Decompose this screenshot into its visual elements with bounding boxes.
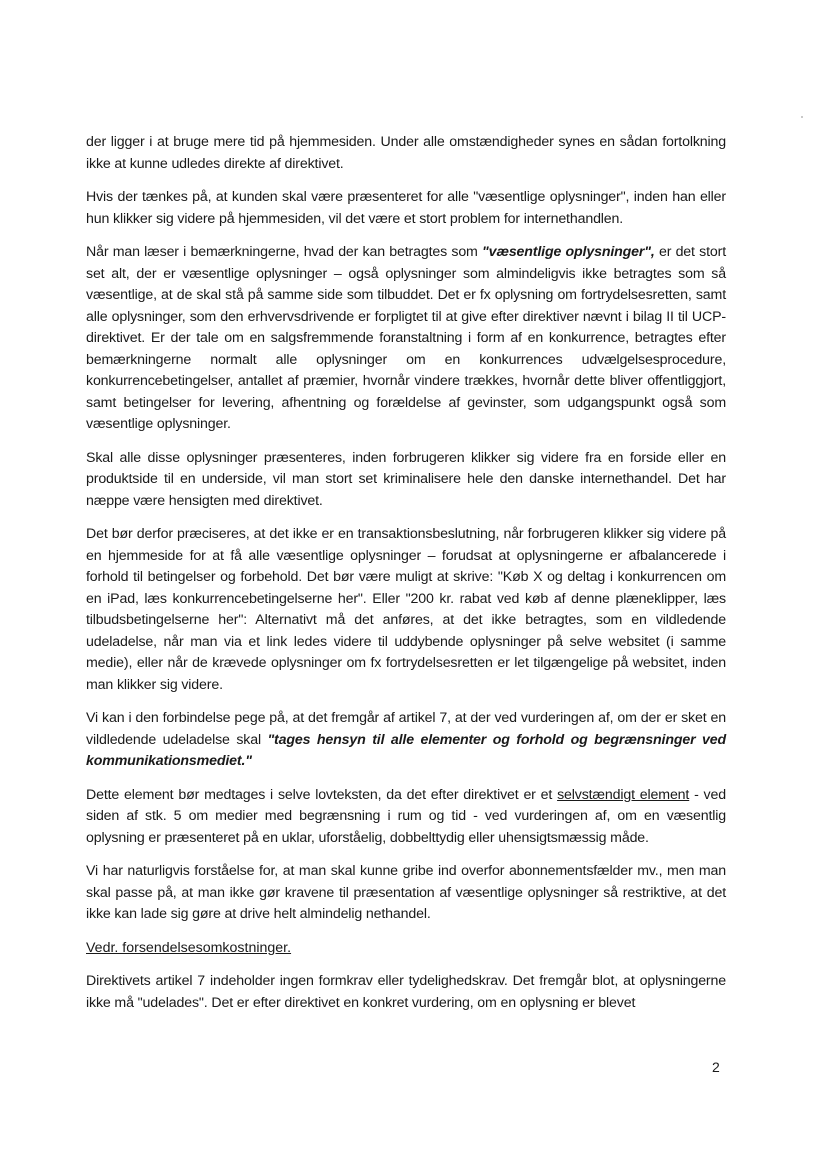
emphasized-term: "væsentlige oplysninger", xyxy=(482,244,655,260)
paragraph-8 xyxy=(86,861,726,926)
paragraph-text: Skal alle disse oplysninger præsenteres, inden forbrugeren klikker sig videre fra en forside eller en produktside til en underside, vil man stort set kriminalisere hele den danske internethandel. Det har næppe være hensigten med direktivet. xyxy=(86,449,726,509)
paragraph-text: Dette element bør medtages i selve lovteksten, da det efter direktivet er et xyxy=(86,786,558,803)
paragraph-6 xyxy=(86,708,726,773)
paragraph-text: er det stort set alt, der er væsentlige oplysninger – også oplysninger som almindeligvis ikke betragtes som så væsentlige, at de skal stå på samme side som tilbuddet. Det er fx oplysning om fortrydelsesretten, samt alle oplysninger, som den erhvervsdrivende er forpligtet til at give efter direktiver nævnt i bilag II til UCP-direktivet. Er der tale om en salgsfremmende foranstaltning i form af en konkurrence, betragtes efter bemærkningerne normalt alle oplysninger om en konkurrences udvælgelsesprocedure, konkurrencebetingelser, antallet af præmier, hvornår vindere trækkes, hvornår dette bliver offentliggjort, samt betingelser for levering, afhentning og forældelse af gevinster, som udgangspunkt også som væsentlige oplysninger. xyxy=(86,244,726,432)
paragraph-2 xyxy=(86,187,726,230)
closing-paragraph: Direktivets artikel 7 indeholder ingen formkrav eller tydelighedskrav. Det fremgår blot, at oplysningerne ikke må "udelades". Det er efter direktivet en konkret vurdering, om en oplysning er blevet xyxy=(86,973,726,1011)
paragraph-5 xyxy=(86,524,726,696)
paragraph-text: der ligger i at bruge mere tid på hjemmesiden. Under alle omstændigheder synes en sådan fortolkning ikke at kunne udledes direkte af direktivet. xyxy=(86,134,726,172)
paragraph-text: Vi har naturligvis forståelse for, at man skal kunne gribe ind overfor abonnementsfælder mv., men man skal passe på, at man ikke gør kravene til præsentation af væsentlige oplysninger så restriktive, at det ikke kan lade sig gøre at drive helt almindelig nethandel. xyxy=(86,863,726,922)
paragraph-4 xyxy=(86,448,726,513)
paragraph-text: - ved siden af stk. 5 om medier med begrænsning i rum og tid - ved vurderingen af, om en væsentlig oplysning er præsenteret på en uklar, uforståelig, dobbelttydig eller uhensigtsmæssig måde. xyxy=(86,786,726,846)
paragraph-text: Når man læser i bemærkningerne, hvad der kan betragtes som xyxy=(86,244,483,260)
document-body xyxy=(86,132,726,1026)
paragraph-text: Vi kan i den forbindelse pege på, at det fremgår af artikel 7, at der ved vurderingen af, om der er sket en vildledende udeladelse skal xyxy=(86,710,726,748)
paragraph-text: Det bør derfor præciseres, at det ikke er en transaktionsbeslutning, når forbrugeren klikker sig videre på en hjemmeside for at få alle væsentlige oplysninger – forudsat at oplysningerne er afbalancerede i forhold til betingelser og forbehold. Det bør være muligt at skrive: "Køb X og deltag i konkurrencen om en iPad, læs konkurrencebetingelserne her". Eller "200 kr. rabat ved køb af denne plæneklipper, læs tilbudsbetingelserne her": Alternativt må det anføres, at det ikke betragtes, som en vildledende udeladelse, når man via et link ledes videre til uddybende oplysninger på selve websitet (i samme medie), eller når de krævede oplysninger om fx fortrydelsesretten er let tilgængelige på websitet, inden man klikker sig videre. xyxy=(86,526,726,693)
paragraph-3 xyxy=(86,242,726,436)
scan-speck xyxy=(801,116,803,118)
section-subheading: Vedr. forsendelsesomkostninger. xyxy=(86,939,292,956)
underlined-term: selvstændigt element xyxy=(557,786,690,803)
paragraph-7 xyxy=(86,785,726,850)
page-number: 2 xyxy=(712,1059,720,1075)
paragraph-1 xyxy=(86,132,726,175)
paragraph-text: Hvis der tænkes på, at kunden skal være præsenteret for alle "væsentlige oplysninger", inden han eller hun klikker sig videre på hjemmesiden, vil det være et stort problem for internethandlen. xyxy=(86,189,726,227)
quoted-passage: "tages hensyn til alle elementer og forhold og begrænsninger ved kommunikationsmediet." xyxy=(86,731,726,769)
